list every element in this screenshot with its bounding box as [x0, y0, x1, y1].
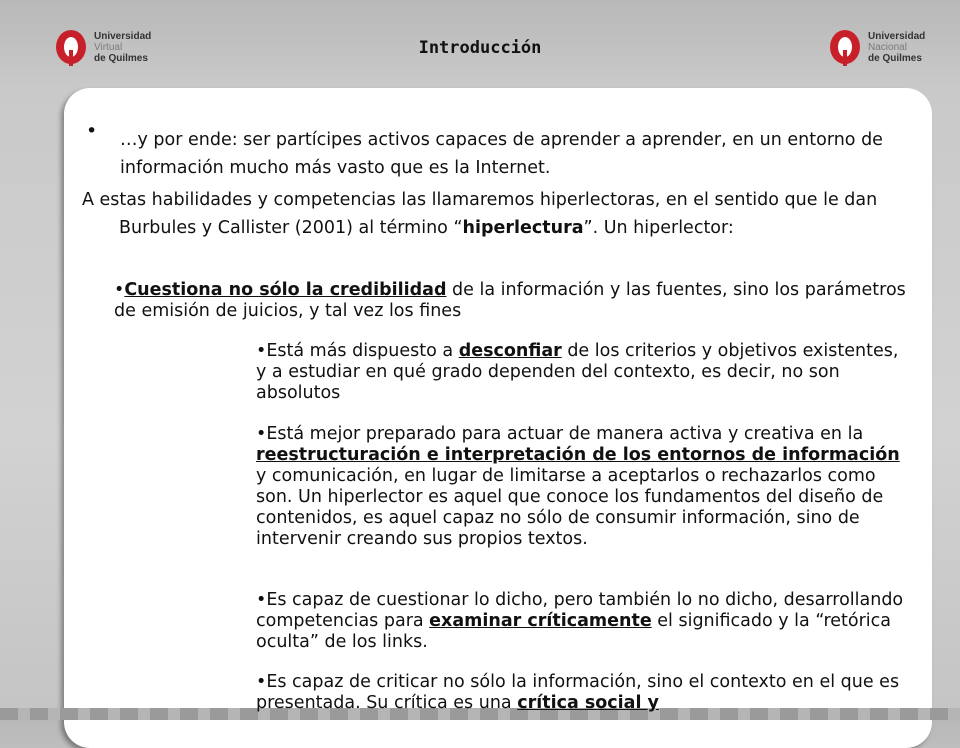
s5-bold: crítica social y [517, 693, 659, 713]
p2-text-b: ”. Un hiperlector: [583, 218, 734, 238]
sub-bullet-2 [256, 341, 906, 404]
logo-left-line3: de Quilmes [94, 52, 148, 64]
logo-right-text [868, 31, 925, 64]
s1-text: de la información y las fuentes, sino los parámetros de emisión de juicios, y tal vez los fines [114, 280, 906, 321]
s3-text-a: •Está mejor preparado para actuar de manera activa y creativa en la [256, 424, 864, 444]
logo-universidad-nacional-quilmes [828, 28, 925, 66]
s2-bold: desconfiar [458, 341, 562, 361]
s4-text-a: •Es capaz de cuestionar lo dicho, pero también lo no dicho, desarrollando competencias para [256, 590, 904, 631]
s2-text-a: •Está más dispuesto a [256, 341, 459, 361]
paragraph-1: …y por ende: ser partícipes activos capaces de aprender a aprender, en un entorno de información mucho más vasto que es la Internet. [120, 130, 883, 178]
s4-bold: examinar críticamente [429, 611, 652, 631]
sub-bullet-5 [256, 672, 906, 714]
quilmes-logo-icon [828, 28, 862, 66]
p2-text-a: A estas habilidades y competencias las llamaremos hiperlectoras, en el sentido que le dan Burbules y Callister (2001) al término “ [82, 190, 878, 238]
s1-bullet: • [114, 280, 125, 300]
logo-left-line1: Universidad [94, 30, 152, 42]
page-title: Introducción [418, 38, 542, 58]
sub-bullet-3 [256, 424, 906, 550]
logo-right-line2: Nacional [868, 41, 907, 53]
s4-text-b: el significado y la “retórica oculta” de los links. [256, 611, 891, 652]
s3-bold: reestructuración e interpretación de los entornos de información [256, 445, 900, 465]
bullet-icon: • [86, 120, 98, 142]
sub-bullet-4 [256, 590, 906, 653]
s3-text-b: y comunicación, en lugar de limitarse a aceptarlos o rechazarlos como son. Un hiperlector es aquel que conoce los fundamentos del diseño de contenidos, es aquel capaz no sólo de consumir información, sino de intervenir creando sus propios textos. [256, 466, 884, 549]
p2-bold-term: hiperlectura [462, 218, 584, 238]
sub-bullet-1 [114, 280, 924, 322]
s2-text-b: de los criterios y objetivos existentes, y a estudiar en qué grado dependen del contexto, es decir, no son absolutos [256, 341, 899, 403]
logo-right-line3: de Quilmes [868, 52, 922, 64]
logo-left-line2: Virtual [94, 41, 123, 53]
s5-text-a: •Es capaz de criticar no sólo la información, sino el contexto en el que es presentada. Su crítica es una [256, 672, 900, 713]
logo-right-line1: Universidad [868, 30, 926, 42]
paragraph-2 [82, 186, 949, 242]
s1-bold: Cuestiona no sólo la credibilidad [124, 280, 447, 300]
